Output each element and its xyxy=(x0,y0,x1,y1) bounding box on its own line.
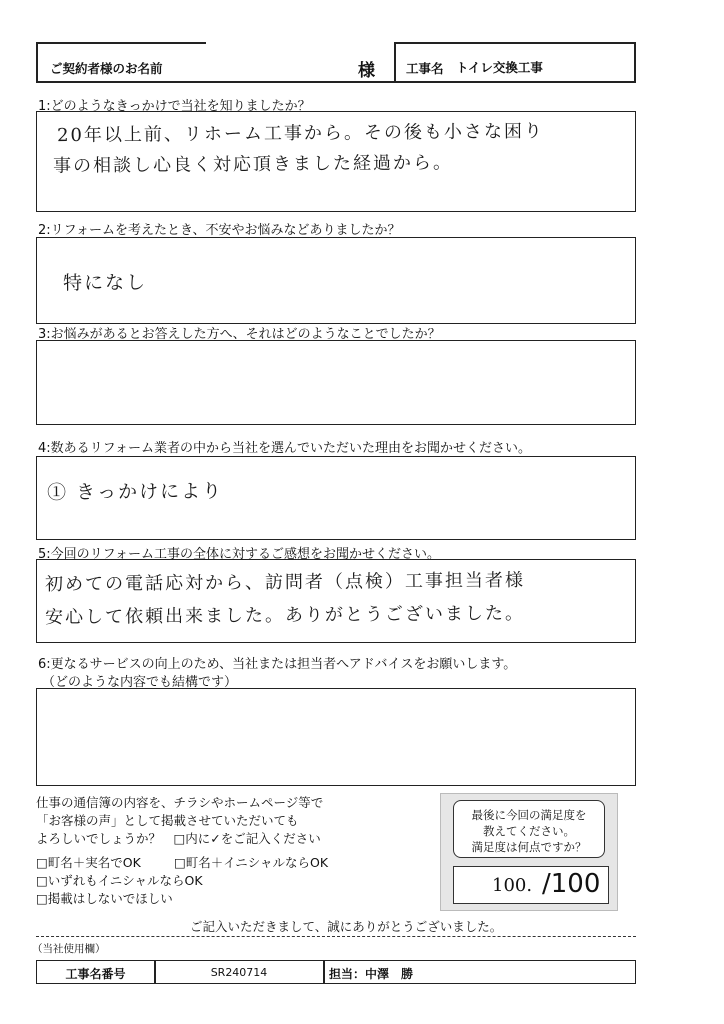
answer-1-line-2: 事の相談し心良く対応頂きました経過から。 xyxy=(52,152,454,177)
question-2-label: 2:リフォームを考えたとき、不安やお悩みなどありましたか？ xyxy=(38,223,401,238)
consent-text-1: 仕事の通信簿の内容を、チラシやホームページ等で xyxy=(36,795,324,810)
answer-5-line-1: 初めての電話応対から、訪問者（点検）工事担当者様 xyxy=(44,569,526,596)
customer-name-field[interactable] xyxy=(206,50,376,80)
project-name-value: トイレ交換工事 xyxy=(456,60,543,75)
consent-option-3[interactable]: □いずれもイニシャルならOK xyxy=(36,873,203,888)
answer-1-line-1: 20年以上前、リホーム工事から。その後も小さな困り xyxy=(56,120,545,147)
question-6-sublabel: （どのような内容でも結構です） xyxy=(42,675,238,690)
answer-6-box[interactable] xyxy=(36,688,636,786)
answer-2-box[interactable] xyxy=(36,237,636,324)
question-3-label: 3:お悩みがあるとお答えした方へ、それはどのようなことでしたか？ xyxy=(38,327,441,342)
satisfaction-question-box xyxy=(453,800,605,858)
project-name-label: 工事名 xyxy=(406,61,444,76)
consent-option-1[interactable]: □町名＋実名でOK xyxy=(36,855,141,870)
answer-3-box[interactable] xyxy=(36,340,636,425)
question-6-label: 6:更なるサービスの向上のため、当社または担当者へアドバイスをお願いします。 xyxy=(38,657,517,672)
answer-5-line-2: 安心して依頼出来ました。ありがとうございました。 xyxy=(44,602,526,629)
answer-5-box[interactable] xyxy=(36,559,636,643)
consent-text-2: 「お客様の声」として掲載させていただいても xyxy=(36,813,299,828)
satisfaction-panel xyxy=(440,793,618,911)
customer-name-label: ご契約者様のお名前 xyxy=(50,61,163,76)
satisfaction-line-2: 教えてください。 xyxy=(483,824,575,838)
question-4-label: 4:数あるリフォーム業者の中から当社を選んでいただいた理由をお聞かせください。 xyxy=(38,441,532,456)
answer-4-box[interactable] xyxy=(36,456,636,540)
satisfaction-score-box[interactable] xyxy=(453,866,609,904)
consent-text-3: よろしいでしょうか？ □内に✓をご記入ください xyxy=(36,831,321,846)
office-use-table xyxy=(36,960,636,984)
staff-label: 担当：中澤 勝 xyxy=(329,967,414,981)
answer-2-line-1: 特になし xyxy=(62,271,148,295)
honorific: 様 xyxy=(358,61,375,81)
answer-4-line-1: ① きっかけにより xyxy=(46,480,224,504)
satisfaction-line-3: 満足度は何点ですか？ xyxy=(471,840,587,854)
answer-1-box[interactable] xyxy=(36,111,636,212)
office-use-label: （当社使用欄） xyxy=(32,943,106,955)
satisfaction-max: /100 xyxy=(542,869,601,899)
consent-option-4[interactable]: □掲載はしないでほしい xyxy=(36,891,173,906)
project-number-value: SR240714 xyxy=(210,966,268,979)
question-1-label: 1:どのようなきっかけで当社を知りましたか？ xyxy=(38,99,311,114)
question-5-label: 5:今回のリフォーム工事の全体に対するご感想をお聞かせください。 xyxy=(38,547,441,562)
header-row xyxy=(36,42,636,82)
divider-dashed xyxy=(36,936,636,937)
satisfaction-score: 100. xyxy=(492,875,533,896)
thanks-message: ご記入いただきまして、誠にありがとうございました。 xyxy=(190,919,503,934)
project-number-label: 工事名番号 xyxy=(65,967,126,981)
consent-option-2[interactable]: □町名＋イニシャルならOK xyxy=(174,855,329,870)
satisfaction-line-1: 最後に今回の満足度を xyxy=(471,808,587,822)
